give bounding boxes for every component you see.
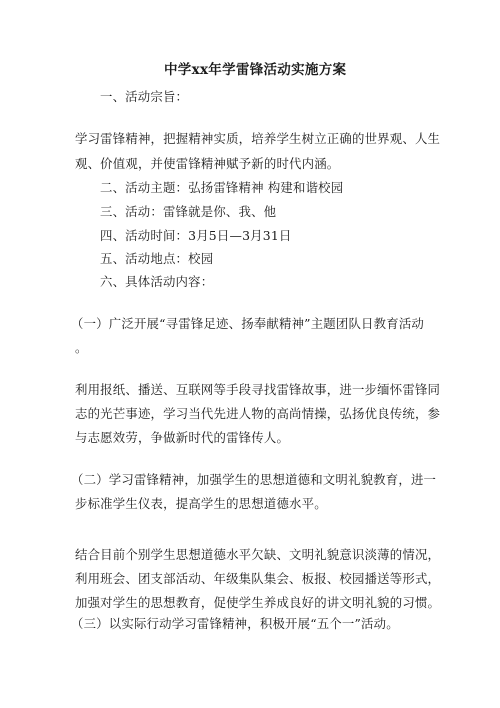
section-4-time: 四、活动时间：3月5日—3月31日 [100, 228, 292, 243]
item-2-body-line-1: 结合目前个别学生思想道德水平欠缺、文明礼貌意识淡薄的情况， [75, 547, 441, 562]
item-2-heading-line-2: 步标准学生仪表，提高学生的思想道德水平。 [75, 496, 327, 511]
item-1-body-line-1: 利用报纸、播送、互联网等手段寻找雷锋故事，进一步缅怀雷锋同 [75, 382, 441, 397]
section-2-theme: 二、活动主题：弘扬雷锋精神 构建和谐校园 [100, 180, 344, 195]
item-1-heading-line-1: （一）广泛开展“寻雷锋足迹、扬奉献精神”主题团队日教育活动 [71, 316, 425, 331]
item-2-heading-line-1: （二）学习雷锋精神，加强学生的思想道德和文明礼貌教育，进一 [71, 472, 437, 487]
item-3-heading: （三）以实际行动学习雷锋精神，积极开展“五个一”活动。 [71, 616, 399, 631]
item-1-body-line-2: 志的光芒事迹，学习当代先进人物的高尚情操，弘扬优良传统，参 [75, 406, 441, 421]
item-2-body-line-2: 利用班会、团支部活动、年级集队集会、板报、校园播送等形式， [75, 571, 441, 586]
section-3-activity: 三、活动：雷锋就是你、我、他 [100, 204, 277, 219]
item-1-heading-line-2: 。 [75, 340, 88, 355]
item-2-body-line-3: 加强对学生的思想教育，促使学生养成良好的讲文明礼貌的习惯。 [75, 595, 441, 610]
section-1-body-line-2: 观、价值观，并使雷锋精神赋予新的时代内涵。 [75, 156, 340, 171]
section-6-heading: 六、具体活动内容： [100, 274, 214, 289]
item-1-body-line-3: 与志愿效劳，争做新时代的雷锋传人。 [75, 430, 290, 445]
section-5-place: 五、活动地点：校园 [100, 251, 214, 266]
document-title: 中学xx年学雷锋活动实施方案 [164, 62, 347, 78]
section-1-heading: 一、活动宗旨： [100, 89, 189, 104]
section-1-body-line-1: 学习雷锋精神，把握精神实质，培养学生树立正确的世界观、人生 [75, 131, 441, 146]
